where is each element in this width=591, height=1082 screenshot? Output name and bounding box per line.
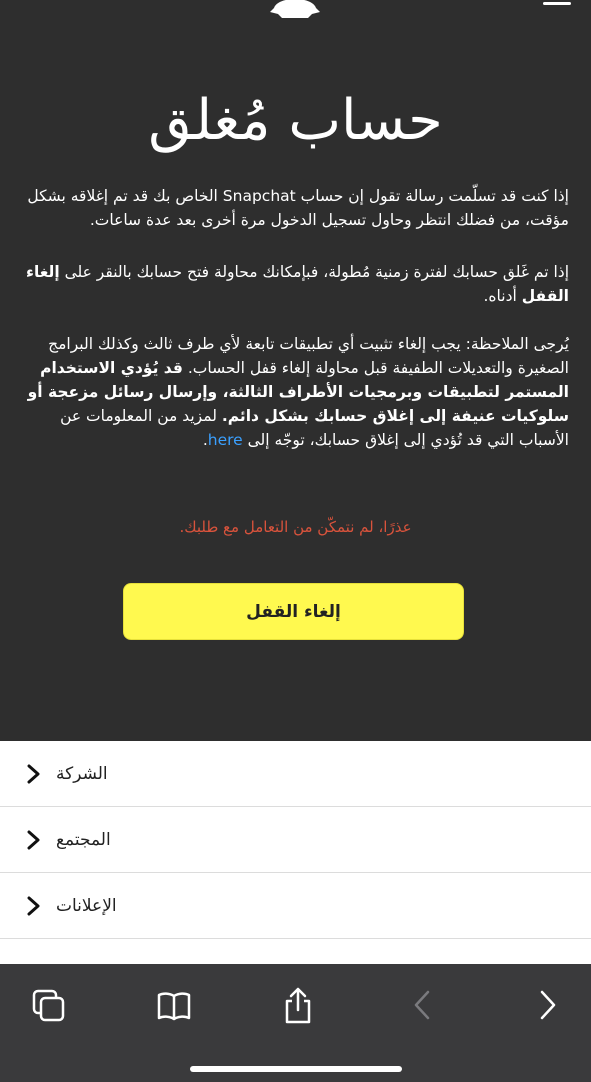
unlock-button[interactable]: إلغاء القفل	[123, 583, 464, 640]
forward-icon[interactable]	[528, 986, 568, 1026]
snapchat-ghost-icon[interactable]	[268, 0, 322, 18]
paragraph2-bold: إلغاء القفل	[26, 263, 569, 305]
share-icon[interactable]	[278, 986, 318, 1026]
footer-item-community[interactable]	[0, 807, 591, 873]
footer-item-label: المجتمع	[56, 829, 111, 850]
footer-item-company[interactable]	[0, 741, 591, 807]
back-icon[interactable]	[403, 986, 443, 1026]
tabs-icon[interactable]	[29, 986, 69, 1026]
home-indicator	[190, 1066, 402, 1072]
paragraph3-bold: قد يُؤدي الاستخدام المستمر لتطبيقات وبرمجيات الأطراف الثالثة، وإرسال رسائل مزعجة أو سلوكيات عنيفة إلى إغلاق حسابك بشكل دائم.	[27, 359, 569, 425]
chevron-right-icon	[26, 896, 42, 916]
error-message: عذرًا، لم نتمكّن من التعامل مع طلبك.	[179, 518, 412, 536]
paragraph2-text: إذا تم غَلق حسابك لفترة زمنية مُطولة، فبإمكانك محاولة فتح حسابك بالنقر على	[59, 263, 569, 281]
footer-item-advertising[interactable]	[0, 873, 591, 939]
info-paragraph-note	[22, 332, 569, 452]
browser-toolbar	[0, 964, 591, 1082]
bookmarks-icon[interactable]	[154, 986, 194, 1026]
footer-item-label: الإعلانات	[56, 895, 117, 916]
chevron-right-icon	[26, 764, 42, 784]
chevron-right-icon	[26, 830, 42, 850]
info-paragraph-temporary-lock: إذا كنت قد تسلّمت رسالة تقول إن حساب Snapchat الخاص بك قد تم إغلاقه بشكل مؤقت، من فضلك انتظر وحاول تسجيل الدخول مرة أخرى بعد عدة ساعات.	[27, 187, 569, 229]
more-info-link[interactable]: here	[207, 431, 243, 449]
page-title: حساب مُغلق	[148, 88, 443, 153]
footer-item-label: الشركة	[56, 763, 108, 784]
info-paragraph-extended-lock	[22, 260, 569, 308]
paragraph3-end: لمزيد من المعلومات عن الأسباب التي قد تُؤدي إلى إغلاق حسابك، توجّه إلى	[60, 407, 569, 449]
hamburger-menu-icon[interactable]	[543, 2, 571, 14]
paragraph3-text: يُرجى الملاحظة: يجب إلغاء تثبيت أي تطبيقات تابعة لأي طرف ثالث وكذلك البرامج الصغيرة والتعديلات الطفيفة قبل محاولة إلغاء قفل الحساب.	[48, 335, 569, 377]
paragraph3-period: .	[202, 431, 208, 449]
paragraph2-end: أدناه.	[483, 287, 522, 305]
footer-nav	[0, 741, 591, 971]
